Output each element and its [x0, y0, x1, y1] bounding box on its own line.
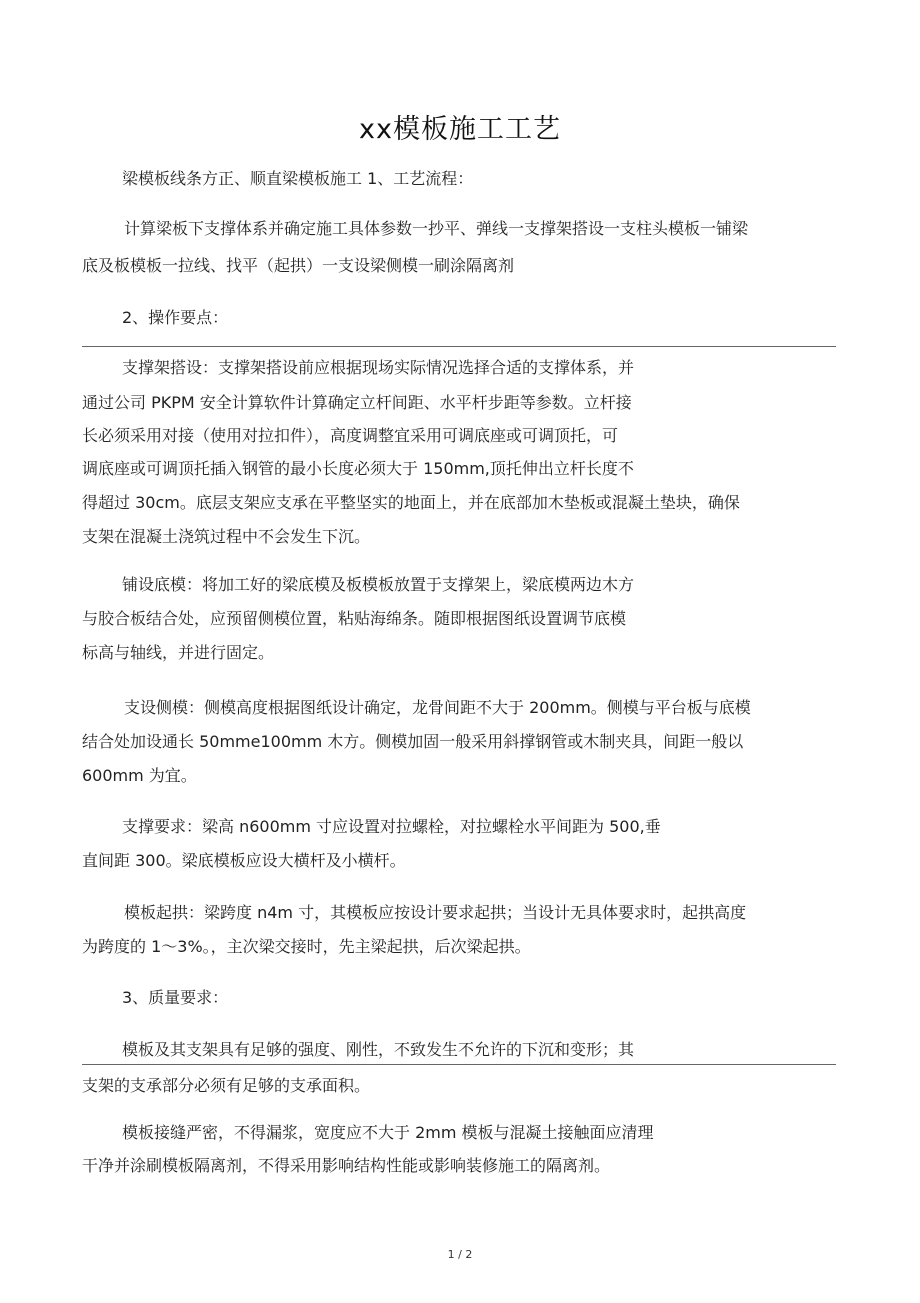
paragraph-line: 干净并涂刷模板隔离剂，不得采用影响结构性能或影响装修施工的隔离剂。 [82, 1156, 611, 1175]
paragraph-line: 通过公司 PKPM 安全计算软件计算确定立杆间距、水平杆步距等参数。立杆接 [82, 393, 632, 412]
paragraph-line: 长必须采用对接（使用对拉扣件），高度调整宜采用可调底座或可调顶托，可 [82, 426, 619, 445]
paragraph-line: 直间距 300。梁底模板应设大横杆及小横杆。 [82, 851, 406, 870]
paragraph-line: 为跨度的 1〜3%。，主次梁交接时，先主梁起拱，后次梁起拱。 [82, 937, 531, 956]
paragraph-line: 得超过 30cm。底层支架应支承在平整坚实的地面上，并在底部加木垫板或混凝土垫块，确保 [82, 493, 740, 512]
paragraph-line: 模板起拱：梁跨度 n4m 寸，其模板应按设计要求起拱；当设计无具体要求时，起拱高度 [124, 903, 747, 922]
divider-rule [82, 1064, 836, 1065]
section-heading: 3、质量要求： [122, 988, 229, 1007]
paragraph-line: 底及板模板一拉线、找平（起拱）一支设梁侧模一刷涂隔离剂 [82, 256, 515, 275]
paragraph-line: 计算梁板下支撑体系并确定施工具体参数一抄平、弹线一支撑架搭设一支柱头模板一铺梁 [124, 219, 749, 238]
paragraph-line: 600mm 为宜。 [82, 766, 197, 785]
paragraph-line: 支架在混凝土浇筑过程中不会发生下沉。 [82, 527, 371, 546]
paragraph-line: 与胶合板结合处，应预留侧模位置，粘贴海绵条。随即根据图纸设置调节底模 [82, 609, 627, 628]
document-title: xx模板施工工艺 [359, 114, 561, 145]
page-number: 1 / 2 [447, 1248, 473, 1261]
paragraph-line: 铺设底模：将加工好的梁底模及板模板放置于支撑架上，梁底模两边木方 [122, 575, 635, 594]
paragraph-line: 支架的支承部分必须有足够的支承面积。 [82, 1076, 371, 1095]
paragraph-line: 模板接缝严密，不得漏浆，宽度应不大于 2mm 模板与混凝土接触面应清理 [122, 1123, 654, 1142]
paragraph-line: 模板及其支架具有足够的强度、刚性，不致发生不允许的下沉和变形；其 [122, 1040, 635, 1059]
paragraph-line: 支撑要求：梁高 n600mm 寸应设置对拉螺栓，对拉螺栓水平间距为 500,垂 [122, 817, 661, 836]
paragraph-line: 梁模板线条方正、顺直梁模板施工 1、工艺流程： [122, 169, 474, 188]
paragraph-line: 调底座或可调顶托插入钢管的最小长度必须大于 150mm,顶托伸出立杆长度不 [82, 459, 634, 478]
divider-rule [82, 346, 836, 347]
paragraph-line: 支撑架搭设：支撑架搭设前应根据现场实际情况选择合适的支撑体系，并 [122, 358, 635, 377]
section-heading: 2、操作要点： [122, 308, 229, 327]
paragraph-line: 标高与轴线，并进行固定。 [82, 643, 275, 662]
paragraph-line: 结合处加设通长 50mme100mm 木方。侧模加固一般采用斜撑钢管或木制夹具，间距一般以 [82, 732, 744, 751]
paragraph-line: 支设侧模：侧模高度根据图纸设计确定，龙骨间距不大于 200mm。侧模与平台板与底模 [124, 698, 751, 717]
